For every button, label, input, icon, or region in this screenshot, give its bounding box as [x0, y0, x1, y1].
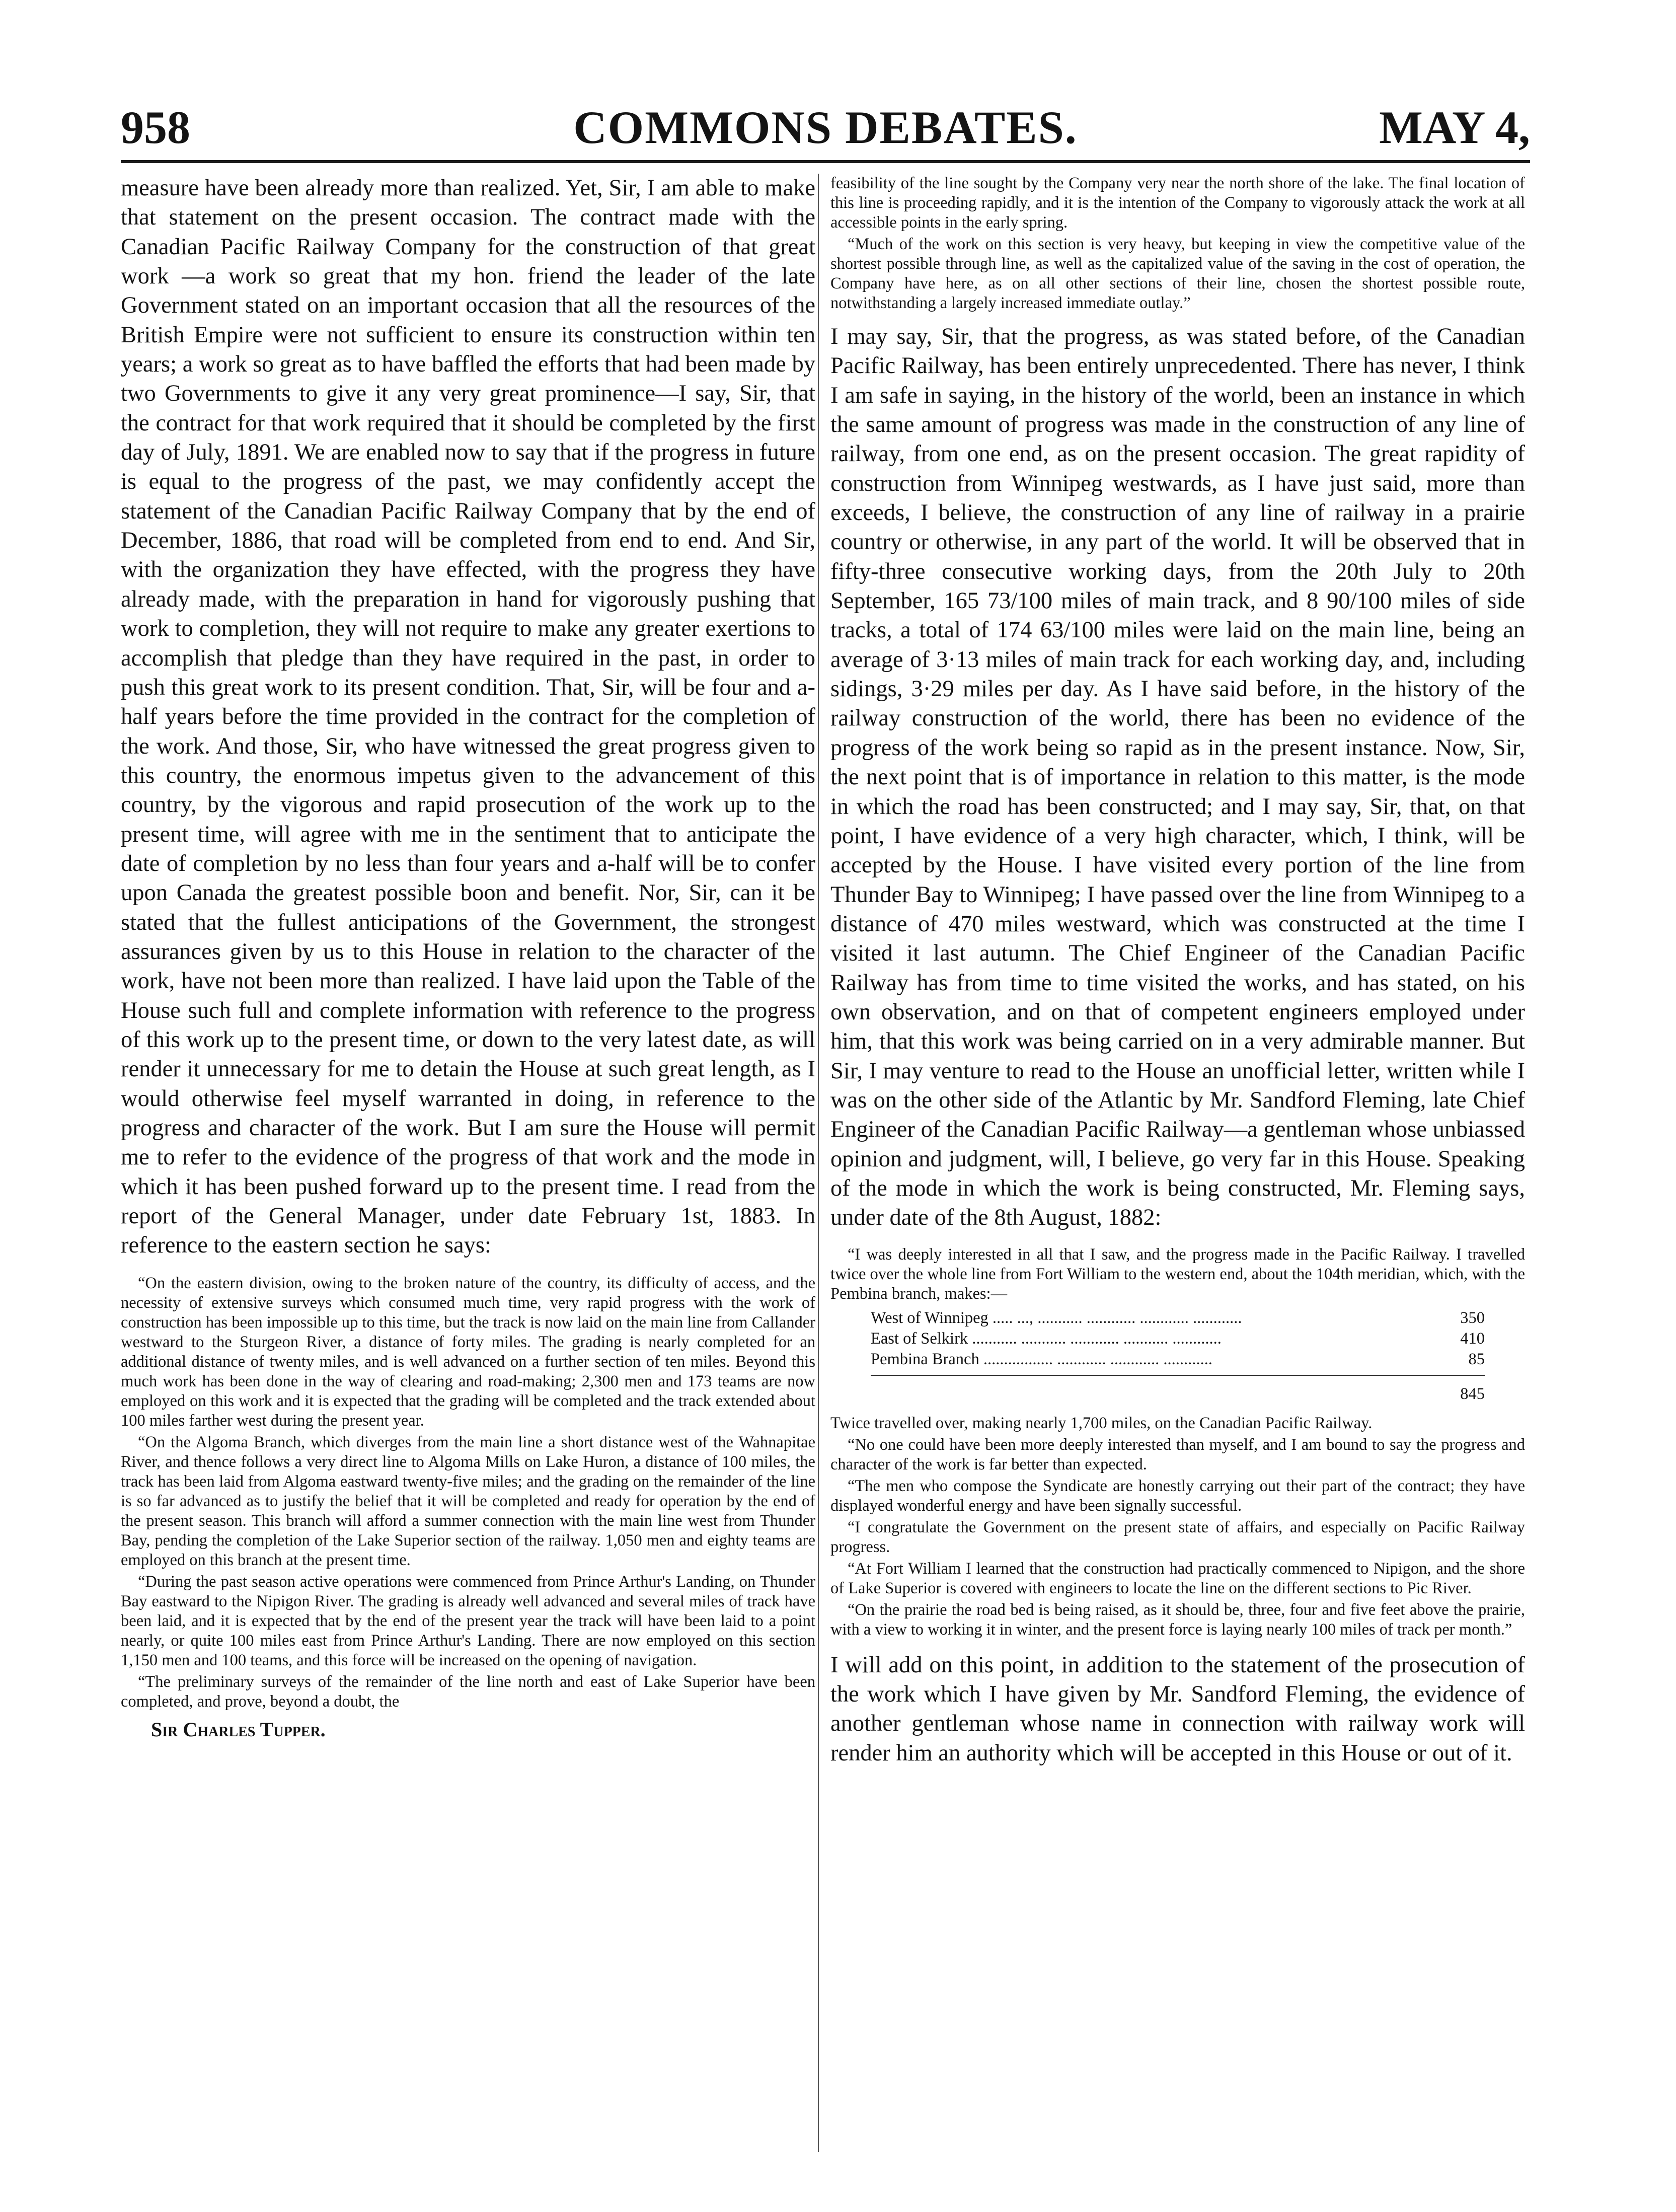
quote-paragraph: “I congratulate the Government on the present state of affairs, and especially on Pacific Railway progress.	[830, 1518, 1525, 1556]
table-total-value: 845	[1460, 1384, 1485, 1403]
quote-paragraph: “Much of the work on this section is very heavy, but keeping in view the competitive value of the shortest possible through line, as well as the capitalized value of the saving in the cost of operation, the Company have here, as on all other sections of their line, chosen the shortest possible route, notwithstanding a largely increased immediate outlay.”	[830, 235, 1525, 312]
quote-paragraph: “On the Algoma Branch, which diverges from the main line a short distance west of the Wahnapitae River, and thence follows a very direct line to Algoma Mills on Lake Huron, a distance of 100 miles, the track has been laid from Algoma eastward twenty-five miles; and the grading on the remainder of the line is so far advanced as to justify the belief that it will be completed and ready for operation by the end of the present season. This branch will afford a summer connection with the main line west from Thunder Bay, pending the completion of the Lake Superior section of the railway. 1,050 men and eighty teams are employed on this branch at the present time.	[121, 1433, 815, 1569]
quote-paragraph: “At Fort William I learned that the construction had practically commenced to Nipigon, and the shore of Lake Superior is covered with engineers to locate the line on the different sections to Pic River.	[830, 1559, 1525, 1597]
page-header	[121, 101, 1530, 166]
table-row-label: West of Winnipeg ..... ..., ........... ............ ............ ............	[871, 1308, 1242, 1327]
quote-paragraph: feasibility of the line sought by the Company very near the north shore of the lake. The final location of this line is proceeding rapidly, and it is the intention of the Company to vigorously attack the work at all accessible points in the early spring.	[830, 174, 1525, 232]
table-row	[871, 1308, 1485, 1329]
table-row-value: 410	[1460, 1329, 1485, 1348]
speaker-signature: Sir Charles Tupper.	[151, 1718, 326, 1741]
body-paragraph: measure have been already more than realized. Yet, Sir, I am able to make that statement on the present occasion. The contract made with the Canadian Pacific Railway Company for the construction of that great work —a work so great that my hon. friend the leader of the late Government stated on an important occasion that all the resources of the British Empire were not sufficient to ensure its construction within ten years; a work so great as to have baffled the efforts that had been made by two Governments to give it any very great prominence—I say, Sir, that the contract for that work required that it should be completed by the first day of July, 1891. We are enabled now to say that if the progress in future is equal to the progress of the past, we may confidently accept the statement of the Canadian Pacific Railway Company that by the end of December, 1886, that road will be completed from end to end. And Sir, with the organization they have effected, with the progress they have already made, with the preparation in hand for vigorously pushing that work to completion, they will not require to make any greater exertions to accomplish that pledge than they have required in the past, in order to push this great work to its present condition. That, Sir, will be four and a-half years before the time provided in the contract for the completion of the work. And those, Sir, who have witnessed the great progress given to this country, the enormous impetus given to the advancement of this country, by the vigorous and rapid prosecution of the work up to the present time, will agree with me in the sentiment that to anticipate the date of completion by no less than four years and a-half will be to confer upon Canada the greatest possible boon and benefit. Nor, Sir, can it be stated that the fullest anticipations of the Government, the strongest assurances given by us to this House in relation to the character of the work, have not been more than realized. I have laid upon the Table of the House such full and complete information with reference to the progress of this work up to the present time, or down to the very latest date, as will render it unnecessary for me to detain the House at such great length, as I would otherwise feel myself warranted in doing, in reference to the progress and character of the work. But I am sure the House will permit me to refer to the evidence of the progress of that work and the mode in which it has been pushed forward up to the present time. I read from the report of the General Manager, under date February 1st, 1883. In reference to the eastern section he says:	[121, 175, 815, 1259]
body-paragraph: I will add on this point, in addition to the statement of the prosecution of the work which I have given by Mr. Sandford Fleming, the evidence of another gentleman whose name in connection with railway work will render him an authority which will be accepted in this House or out of it.	[830, 1652, 1525, 1766]
quote-paragraph: “I was deeply interested in all that I saw, and the progress made in the Pacific Railway. I travelled twice over the whole line from Fort William to the western end, about the 104th meridian, which, with the Pembina branch, makes:—	[830, 1245, 1525, 1303]
body-paragraph: I may say, Sir, that the progress, as was stated before, of the Canadian Pacific Railway, has been entirely unprecedented. There has never, I think I am safe in saying, in the history of the world, been an instance in which the same amount of progress was made in the construction of any line of railway, from one end, as on the present occasion. The great rapidity of construction from Winnipeg westwards, as I have just said, more than exceeds, I believe, the construction of any line of railway in a prairie country or otherwise, in any part of the world. It will be observed that in fifty-three consecutive working days, from the 20th July to 20th September, 165 73/100 miles of main track, and 8 90/100 miles of side tracks, a total of 174 63/100 miles were laid on the main line, being an average of 3·13 miles of main track for each working day, and, including sidings, 3·29 miles per day. As I have said before, in the history of the railway construction of the world, there has been no evidence of the progress of the work being so rapid as in the present instance. Now, Sir, the next point that is of importance in relation to this matter, is the mode in which the road has been constructed; and I may say, Sir, that, on that point, I have evidence of a very high character, which, I think, will be accepted by the House. I have visited every portion of the line from Thunder Bay to Winnipeg; I have passed over the line from Winnipeg to a distance of 470 miles westward, which was constructed at the time I visited it last autumn. The Chief Engineer of the Canadian Pacific Railway has from time to time visited the works, and has stated, on his own observation, and on that of competent engineers employed under him, that this work was being carried on in a very admirable manner. But Sir, I may venture to read to the House an unofficial letter, written while I was on the other side of the Atlantic by Mr. Sandford Fleming, late Chief Engineer of the Canadian Pacific Railway—a gentleman whose unbiassed opinion and judgment, will, I believe, go very far in this House. Speaking of the mode in which the work is being constructed, Mr. Fleming says, under date of the 8th August, 1882:	[830, 324, 1525, 1231]
left-column	[121, 174, 815, 2182]
header-rule	[121, 160, 1530, 163]
table-row-label: Pembina Branch ................. ............ ............ ............	[871, 1350, 1212, 1368]
page-title: COMMONS DEBATES.	[573, 102, 1078, 153]
quote-paragraph: “On the prairie the road bed is being raised, as it should be, three, four and five feet above the prairie, with a view to working it in winter, and the present force is laying nearly 100 miles of track per month.”	[830, 1600, 1525, 1639]
quote-paragraph: “No one could have been more deeply interested than myself, and I am bound to say the progress and character of the work is far better than expected.	[830, 1435, 1525, 1473]
right-column	[830, 174, 1525, 2182]
table-separator	[871, 1370, 1485, 1375]
table-total-row	[871, 1375, 1485, 1405]
quote-paragraph: Twice travelled over, making nearly 1,700 miles, on the Canadian Pacific Railway.	[830, 1414, 1373, 1432]
table-row-value: 350	[1460, 1308, 1485, 1327]
quote-paragraph: “During the past season active operations were commenced from Prince Arthur's Landing, on Thunder Bay eastward to the Nipigon River. The grading is already well advanced and several miles of track have been laid, and it is expected that by the end of the present year the track will have been laid to a point nearly, or quite 100 miles east from Prince Arthur's Landing. There are now employed on this section 1,150 men and 100 teams, and this force will be increased on the opening of navigation.	[121, 1572, 815, 1669]
page-date: MAY 4,	[1379, 102, 1530, 153]
table-row-value: 85	[1468, 1350, 1485, 1368]
table-row	[871, 1349, 1485, 1370]
page-number: 958	[121, 102, 190, 153]
table-row	[871, 1329, 1485, 1349]
distance-table	[871, 1308, 1485, 1405]
quote-paragraph: “The men who compose the Syndicate are honestly carrying out their part of the contract; they have displayed wonderful energy and have been signally successful.	[830, 1477, 1525, 1515]
column-divider	[818, 174, 819, 2152]
quote-paragraph: “On the eastern division, owing to the broken nature of the country, its difficulty of access, and the necessity of extensive surveys which consumed much time, very rapid progress with the work of construction has been impossible up to this time, but the track is now laid on the main line from Callander westward to the Sturgeon River, a distance of forty miles. The grading is nearly completed for an additional distance of twenty miles, and is well advanced on a further section of ten miles. Beyond this much work has been done in the way of clearing and road-making; 2,300 men and 173 teams are now employed on this work and it is expected that the grading will be completed and the track extended about 100 miles farther west during the present year.	[121, 1274, 815, 1430]
quote-paragraph: “The preliminary surveys of the remainder of the line north and east of Lake Superior have been completed, and prove, beyond a doubt, the	[121, 1672, 815, 1711]
table-row-label: East of Selkirk ........... ........... ............ ........... ............	[871, 1329, 1222, 1348]
